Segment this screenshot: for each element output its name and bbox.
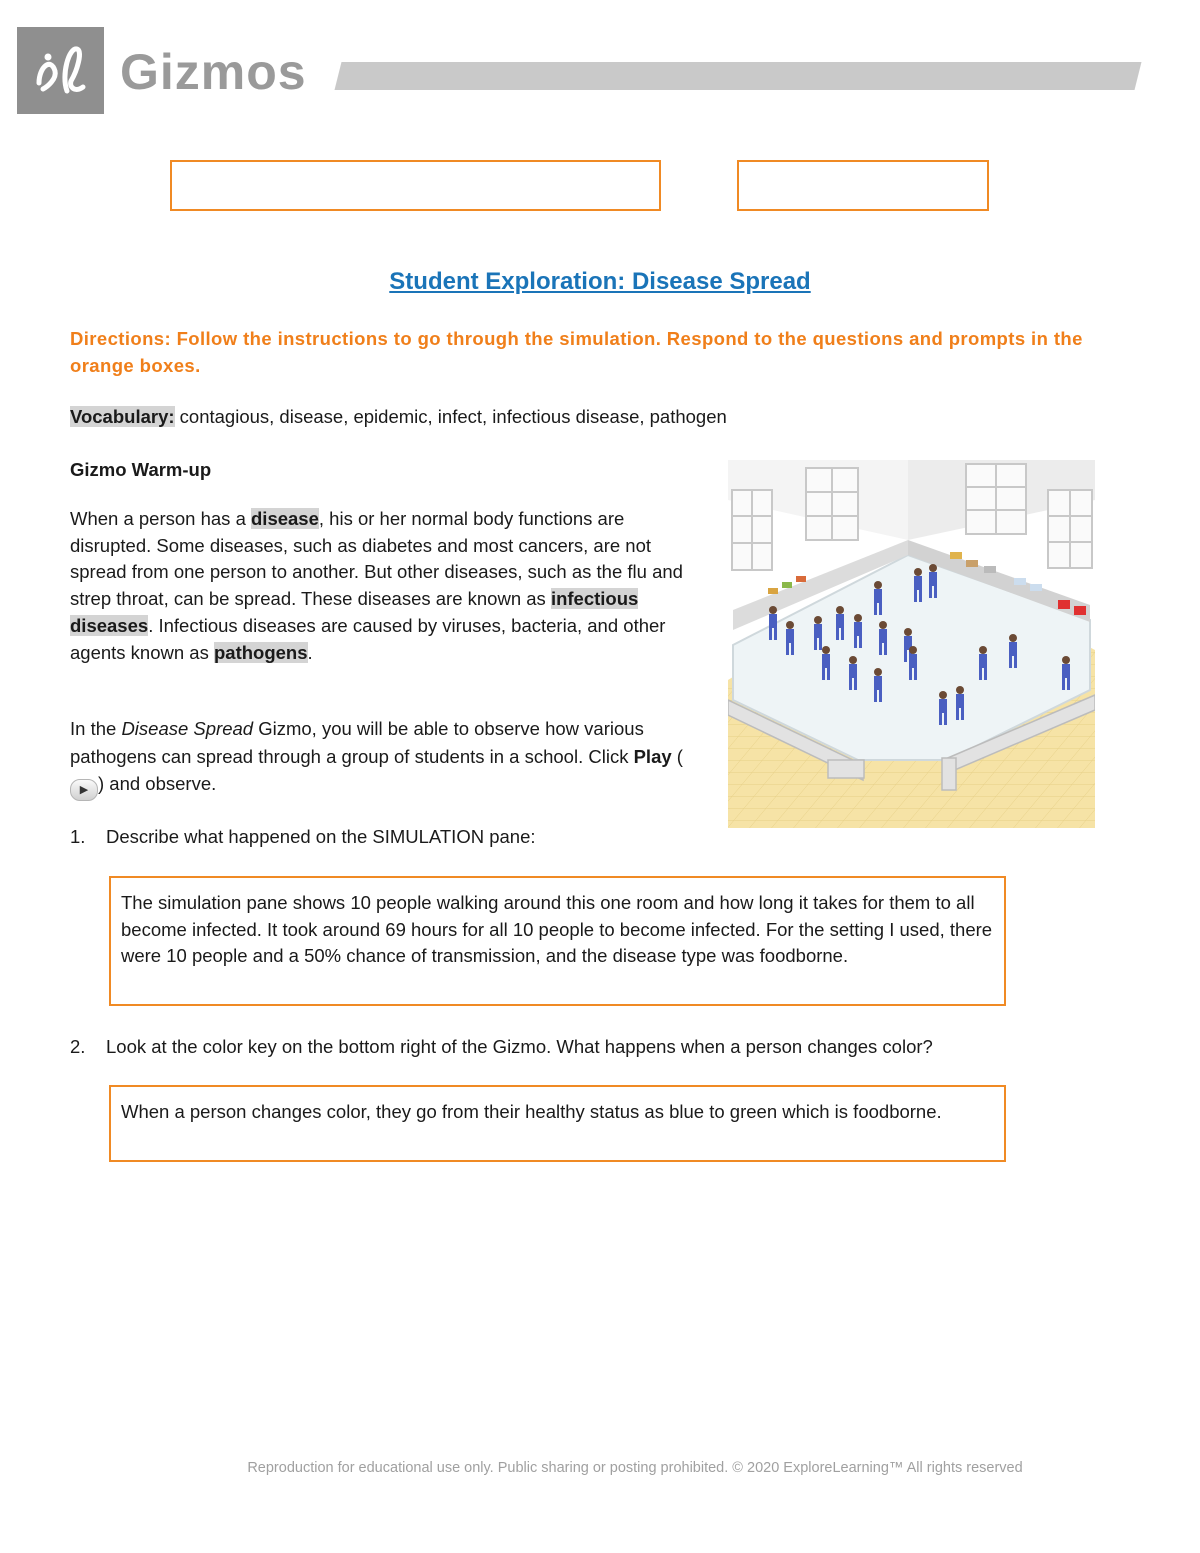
- warmup-paragraph-2: [70, 715, 710, 801]
- cafeteria-simulation-illustration: [728, 460, 1095, 828]
- answer-box-2[interactable]: When a person changes color, they go from their healthy status as blue to green which is foodborne.: [109, 1085, 1006, 1162]
- vocabulary-terms: contagious, disease, epidemic, infect, infectious disease, pathogen: [179, 406, 727, 427]
- term-disease: disease: [251, 508, 319, 529]
- text-run: Gizmo, you will be able to observe how various pathogens can spread through a group of students in a school. Click: [70, 718, 644, 767]
- play-icon: ▶: [70, 779, 98, 801]
- footer-copyright: Reproduction for educational use only. Public sharing or posting prohibited. © 2020 ExploreLearning™ All rights reserved: [247, 1460, 1023, 1476]
- term-infectious-diseases: infectious diseases: [70, 588, 639, 636]
- date-field[interactable]: [737, 160, 989, 211]
- header-bar: [335, 62, 1142, 90]
- term-pathogens: pathogens: [213, 641, 308, 663]
- text-run: , his or her normal body functions are disrupted. Some diseases, such as diabetes and most cancers, are not spread from one person to another. But other diseases, such as the flu and strep throat, can be spread. These diseases are known as: [70, 508, 683, 610]
- question-number: 2.: [70, 1036, 86, 1057]
- vocabulary: [70, 403, 1070, 430]
- question-text: Describe what happened on the SIMULATION pane:: [106, 826, 536, 847]
- question-number: 1.: [70, 826, 86, 847]
- explorelearning-logo-icon: [17, 27, 104, 114]
- brand-name: Gizmos: [120, 44, 307, 100]
- warmup-heading: Gizmo Warm-up: [70, 459, 212, 480]
- question-text: Look at the color key on the bottom right of the Gizmo. What happens when a person changes color?: [106, 1036, 933, 1057]
- question-2: [70, 1033, 933, 1060]
- text-run: In the: [70, 718, 122, 739]
- text-run: (: [671, 745, 683, 767]
- text-run: . Infectious diseases are caused by viruses, bacteria, and other agents known as: [70, 614, 666, 663]
- vocabulary-label: Vocabulary:: [70, 406, 175, 427]
- logo: [17, 27, 104, 114]
- play-label: Play: [633, 745, 672, 767]
- warmup-paragraph-1: [70, 506, 710, 666]
- question-1: [70, 823, 536, 850]
- answer-box-1[interactable]: The simulation pane shows 10 people walking around this one room and how long it takes for them to all become infected. It took around 69 hours for all 10 people to become infected. For the setting I used, there were 10 people and a 50% chance of transmission, and the disease type was foodborne.: [109, 876, 1006, 1006]
- name-field[interactable]: [170, 160, 661, 211]
- text-run: .: [307, 641, 313, 663]
- text-run: ) and observe.: [98, 773, 217, 794]
- gizmo-name: Disease Spread: [121, 718, 254, 739]
- page-title: Student Exploration: Disease Spread: [389, 268, 811, 295]
- text-run: When a person has a: [70, 508, 251, 529]
- directions: Directions: Follow the instructions to go through the simulation. Respond to the questions and prompts in the orange boxes.: [70, 328, 1083, 376]
